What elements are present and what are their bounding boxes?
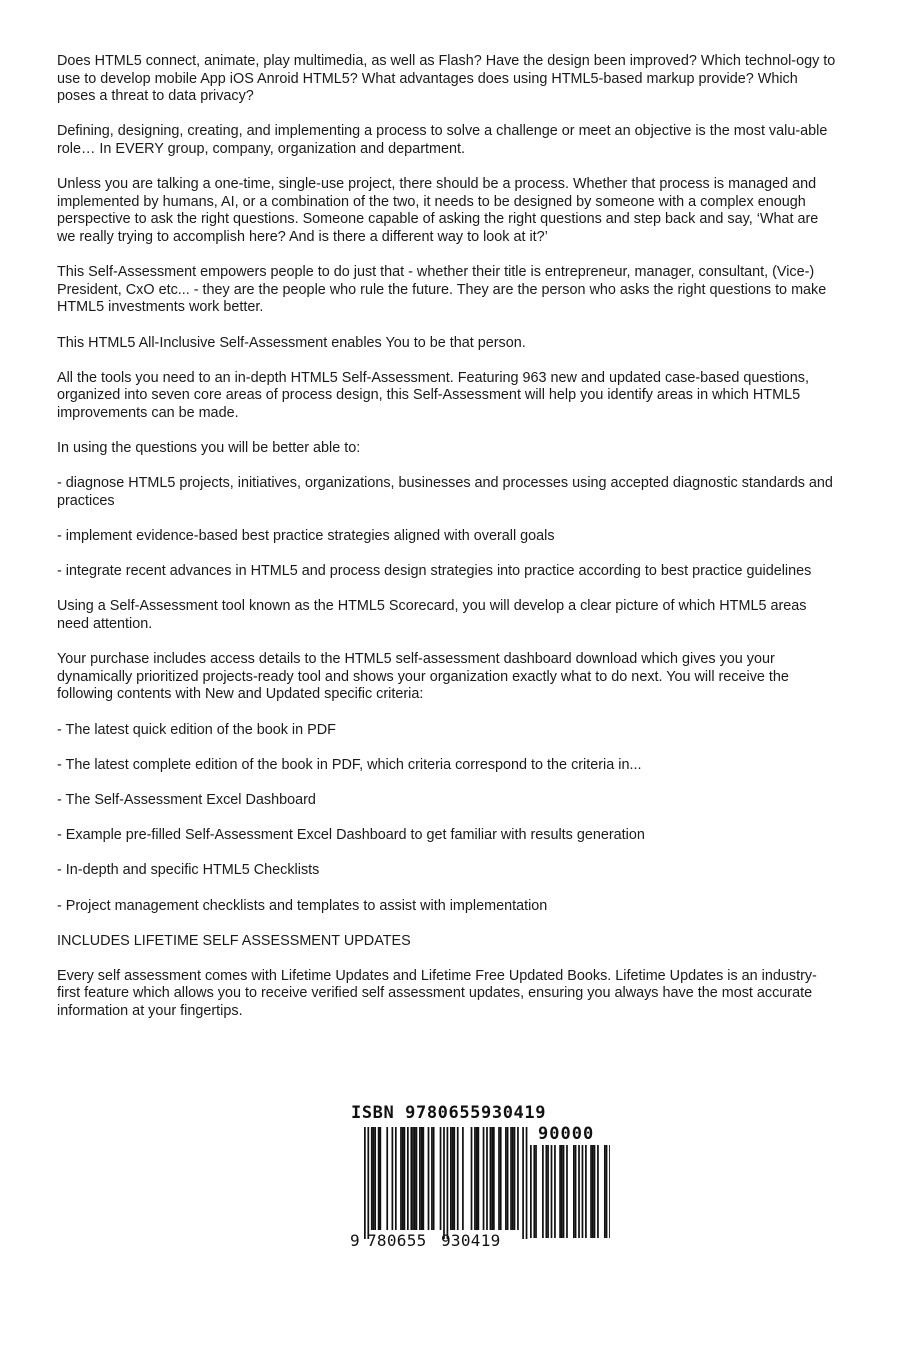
barcode-bar — [493, 1127, 495, 1230]
section-heading: INCLUDES LIFETIME SELF ASSESSMENT UPDATES — [57, 932, 411, 949]
barcode-bar — [414, 1127, 416, 1230]
barcode-digit-lead: 9 — [350, 1231, 360, 1250]
barcode-bar — [478, 1127, 480, 1230]
list-item: - The latest complete edition of the book in PDF, which criteria correspond to the criteria in... — [57, 756, 642, 773]
paragraph: Using a Self-Assessment tool known as the HTML5 Scorecard, you will develop a clear picture of which HTML5 areas need attention. — [57, 598, 807, 632]
addon-bar — [575, 1145, 577, 1238]
paragraph: In using the questions you will be better able to: — [57, 440, 361, 457]
barcode-bar — [450, 1127, 452, 1230]
barcode-bar — [476, 1127, 478, 1230]
barcode-bar — [517, 1127, 519, 1230]
isbn-barcode — [350, 1103, 610, 1253]
list-item: - The Self-Assessment Excel Dashboard — [57, 791, 316, 808]
addon-bar — [561, 1145, 563, 1238]
addon-bar — [535, 1145, 537, 1238]
back-cover-text — [57, 53, 837, 1038]
addon-bar — [554, 1145, 556, 1238]
list-item: - Example pre-filled Self-Assessment Excel Dashboard to get familiar with results generation — [57, 827, 645, 844]
addon-bar — [609, 1145, 610, 1238]
barcode-bar — [428, 1127, 430, 1230]
addon-bar — [563, 1145, 565, 1238]
addon-bar — [551, 1145, 553, 1238]
addon-bar — [604, 1145, 606, 1238]
barcode-bar — [367, 1127, 369, 1239]
paragraph: Every self assessment comes with Lifetime Updates and Lifetime Free Updated Books. Lifetime Updates is an industry-first feature which allows you to receive verified self assessment updates, ensuring you always have the most accurate information at your fingertips. — [57, 967, 817, 1020]
addon-bar — [585, 1145, 587, 1238]
barcode-bar — [474, 1127, 476, 1230]
list-item: - integrate recent advances in HTML5 and process design strategies into practice according to best practice guidelines — [57, 563, 812, 580]
barcode-bar — [419, 1127, 421, 1230]
barcode-bar — [452, 1127, 454, 1230]
addon-bar — [547, 1145, 549, 1238]
barcode-bar — [483, 1127, 485, 1230]
barcode-bar — [505, 1127, 507, 1230]
barcode-bar — [407, 1127, 409, 1230]
addon-bar — [573, 1145, 575, 1238]
addon-bar — [545, 1145, 547, 1238]
barcode-bar — [402, 1127, 404, 1230]
barcode-bar — [526, 1127, 528, 1239]
barcode-digit-group-left: 780655 — [367, 1231, 427, 1250]
barcode-bar — [392, 1127, 394, 1230]
addon-bar — [590, 1145, 592, 1238]
paragraph: All the tools you need to an in-depth HTML5 Self-Assessment. Featuring 963 new and updated case-based questions, organized into seven core areas of process design, this Self-Assessment will help you identify areas in which HTML5 improvements can be made. — [57, 369, 809, 421]
addon-bar — [533, 1145, 535, 1238]
barcode-bar — [364, 1127, 366, 1239]
barcode-bar — [374, 1127, 376, 1230]
addon-bar — [559, 1145, 561, 1238]
barcode-bar — [373, 1127, 375, 1230]
addon-bar — [594, 1145, 596, 1238]
barcode-bar — [512, 1127, 514, 1230]
barcode-bar — [378, 1127, 380, 1230]
barcode-bar — [433, 1127, 435, 1230]
list-item: - In-depth and specific HTML5 Checklists — [57, 862, 320, 879]
barcode-bar — [440, 1127, 442, 1230]
barcode-bar — [447, 1127, 449, 1239]
barcode-bar — [453, 1127, 455, 1230]
barcode-bar — [491, 1127, 493, 1230]
barcode-bar — [507, 1127, 509, 1230]
barcode-bar — [404, 1127, 406, 1230]
price-code: 90000 — [538, 1124, 595, 1144]
barcode-bar — [486, 1127, 488, 1230]
barcode-bar — [395, 1127, 397, 1230]
paragraph: Does HTML5 connect, animate, play multimedia, as well as Flash? Have the design been improved? Which technol-ogy to use to develop mobile App iOS Anroid HTML5? What advantages does using HTML5-based markup provide? Which poses a threat to data privacy? — [57, 53, 836, 105]
paragraph: This HTML5 All-Inclusive Self-Assessment enables You to be that person. — [57, 334, 526, 351]
barcode-bar — [462, 1127, 464, 1230]
addon-bar — [578, 1145, 580, 1238]
barcode-bar — [510, 1127, 512, 1230]
barcode-bar — [421, 1127, 423, 1230]
barcode-bar — [431, 1127, 433, 1230]
paragraph: Unless you are talking a one-time, single-use project, there should be a process. Whether that process is managed and implemented by humans, AI, or a combination of the two, it needs to be designed by someone with a complex enough perspective to ask the right questions. Someone capable of asking the right questions and step back and say, ‘What are we really trying to accomplish here? And is there a different way to look at it?’ — [57, 176, 819, 245]
barcode-bar — [443, 1127, 445, 1239]
barcode-bar — [410, 1127, 412, 1230]
addon-bar — [582, 1145, 584, 1238]
list-item: - implement evidence-based best practice strategies aligned with overall goals — [57, 528, 555, 545]
barcode-bar — [412, 1127, 414, 1230]
barcode-digit-group-right: 930419 — [441, 1231, 501, 1250]
barcode-bar — [416, 1127, 418, 1230]
barcode-bar — [522, 1127, 524, 1239]
barcode-bar — [498, 1127, 500, 1230]
barcode-bar — [457, 1127, 459, 1230]
barcode-bar — [422, 1127, 424, 1230]
paragraph: This Self-Assessment empowers people to do just that - whether their title is entrepreneur, manager, consultant, (Vice-) President, CxO etc... - they are the people who rule the future. They are the person who asks the right questions to make HTML5 investments work better. — [57, 264, 827, 316]
barcode-bar — [400, 1127, 402, 1230]
barcode-bar — [371, 1127, 373, 1230]
barcode-bar — [500, 1127, 502, 1230]
addon-bar — [597, 1145, 599, 1238]
list-item: - diagnose HTML5 projects, initiatives, organizations, businesses and processes using accepted diagnostic standards and practices — [57, 475, 833, 509]
list-item: - The latest quick edition of the book in PDF — [57, 721, 336, 738]
barcode-bar — [379, 1127, 381, 1230]
barcode-bar — [386, 1127, 388, 1230]
barcode-bar — [471, 1127, 473, 1230]
barcode-bar — [490, 1127, 492, 1230]
addon-bar — [530, 1145, 532, 1238]
addon-bar — [592, 1145, 594, 1238]
addon-bar — [542, 1145, 544, 1238]
paragraph: Your purchase includes access details to the HTML5 self-assessment dashboard download which gives you your dynamically prioritized projects-ready tool and shows your organization exactly what to do next. You will receive the following contents with New and Updated specific criteria: — [57, 651, 789, 703]
addon-bar — [566, 1145, 568, 1238]
paragraph: Defining, designing, creating, and implementing a process to solve a challenge or meet an objective is the most valu-able role… In EVERY group, company, organization and department. — [57, 123, 828, 157]
addon-bar — [606, 1145, 608, 1238]
isbn-label: ISBN 9780655930419 — [351, 1103, 547, 1123]
barcode-bar — [514, 1127, 516, 1230]
list-item: - Project management checklists and templates to assist with implementation — [57, 897, 548, 914]
